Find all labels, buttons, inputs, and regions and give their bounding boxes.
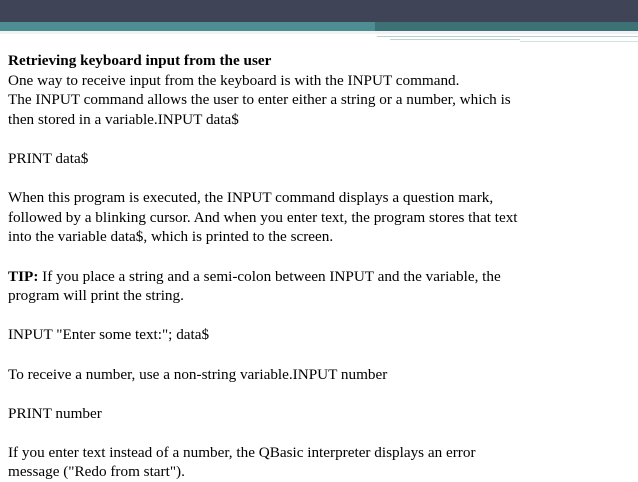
code-line: PRINT number (8, 404, 102, 422)
tip-text: If you place a string and a semi-colon between INPUT and the variable, the (38, 267, 501, 285)
spacer (8, 345, 630, 365)
decorative-line (377, 36, 638, 37)
spacer (8, 129, 630, 149)
text-line: then stored in a variable.INPUT data$ (8, 110, 239, 128)
text-line: One way to receive input from the keyboard is with the INPUT command. (8, 71, 460, 89)
spacer (8, 423, 630, 443)
text-line: When this program is executed, the INPUT command displays a question mark, (8, 189, 494, 207)
decorative-line (390, 39, 520, 40)
text-line: If you enter text instead of a number, the QBasic interpreter displays an error (8, 443, 476, 461)
slide-body (8, 51, 630, 482)
spacer (8, 306, 630, 326)
tip-line (8, 267, 630, 287)
text-line: The INPUT command allows the user to enter either a string or a number, which is (8, 91, 511, 109)
slide-title: Retrieving keyboard input from the user (8, 52, 272, 69)
code-line: INPUT "Enter some text:"; data$ (8, 326, 210, 344)
text-line: To receive a number, use a non-string variable.INPUT number (8, 365, 388, 383)
header-accent-stripe-dark (375, 22, 638, 31)
spacer (8, 169, 630, 189)
spacer (8, 247, 630, 267)
header-divider (0, 31, 638, 34)
header-bar (0, 0, 638, 22)
text-line: followed by a blinking cursor. And when you enter text, the program stores that text (8, 208, 518, 226)
spacer (8, 384, 630, 404)
decorative-line (520, 41, 638, 42)
code-line: PRINT data$ (8, 149, 89, 167)
text-line: program will print the string. (8, 287, 184, 305)
text-line: message ("Redo from start"). (8, 463, 185, 481)
text-line: into the variable data$, which is printed to the screen. (8, 228, 334, 246)
tip-label: TIP: (8, 267, 39, 285)
